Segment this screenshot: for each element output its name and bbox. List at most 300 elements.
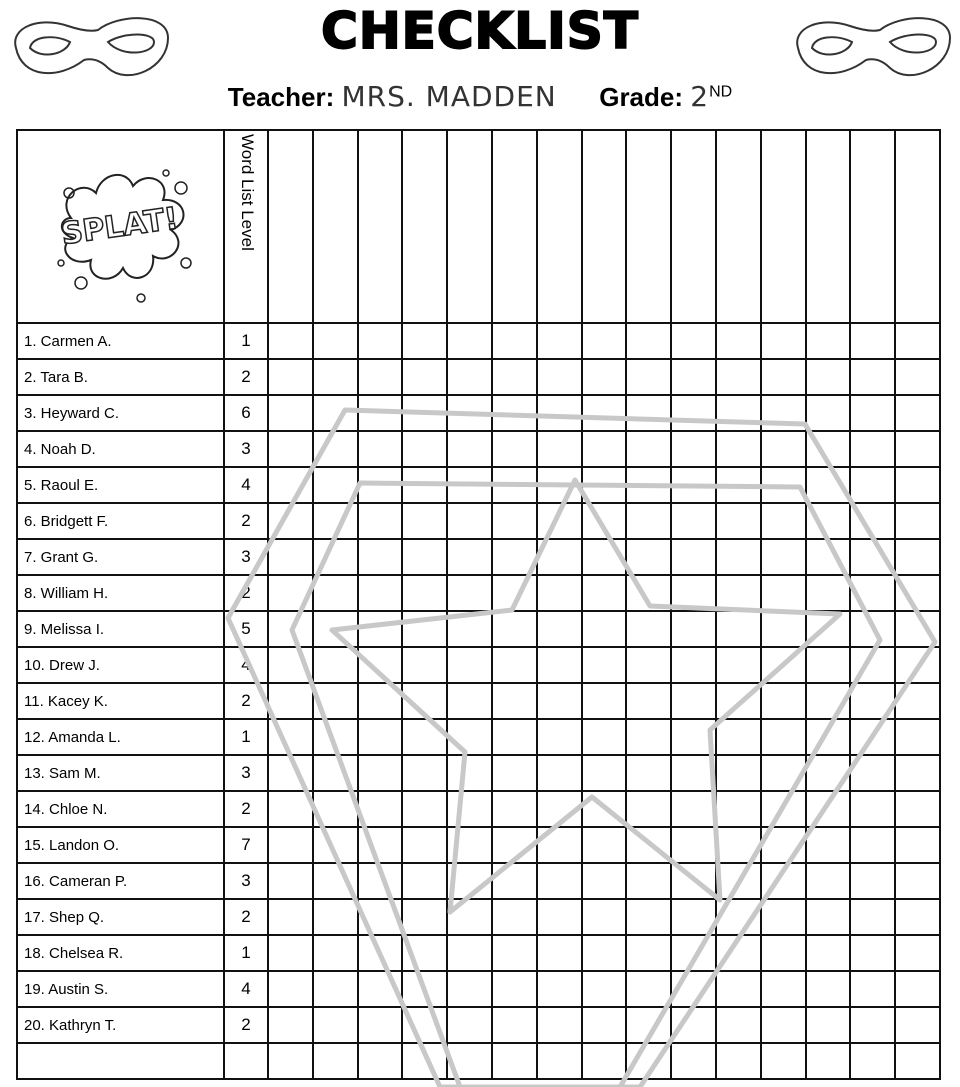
check-cell[interactable] [850, 503, 895, 539]
check-cell[interactable] [671, 863, 716, 899]
check-cell[interactable] [716, 755, 761, 791]
check-cell[interactable] [268, 899, 313, 935]
check-cell[interactable] [358, 971, 403, 1007]
check-column-header[interactable] [626, 130, 671, 323]
check-cell[interactable] [358, 503, 403, 539]
check-cell[interactable] [582, 359, 627, 395]
check-cell[interactable] [671, 611, 716, 647]
check-cell[interactable] [671, 1007, 716, 1043]
check-cell[interactable] [716, 395, 761, 431]
check-cell[interactable] [761, 755, 806, 791]
check-cell[interactable] [358, 755, 403, 791]
check-cell[interactable] [537, 467, 582, 503]
check-cell[interactable] [626, 647, 671, 683]
check-cell[interactable] [716, 503, 761, 539]
check-cell[interactable] [537, 827, 582, 863]
check-cell[interactable] [626, 539, 671, 575]
check-cell[interactable] [895, 611, 940, 647]
check-cell[interactable] [492, 1043, 537, 1079]
check-cell[interactable] [761, 791, 806, 827]
check-cell[interactable] [626, 1043, 671, 1079]
check-cell[interactable] [806, 647, 851, 683]
check-cell[interactable] [358, 359, 403, 395]
check-cell[interactable] [492, 755, 537, 791]
check-cell[interactable] [537, 935, 582, 971]
check-cell[interactable] [626, 971, 671, 1007]
check-cell[interactable] [537, 899, 582, 935]
check-cell[interactable] [626, 827, 671, 863]
check-cell[interactable] [268, 683, 313, 719]
check-cell[interactable] [268, 1043, 313, 1079]
check-cell[interactable] [447, 899, 492, 935]
check-cell[interactable] [895, 827, 940, 863]
check-cell[interactable] [313, 863, 358, 899]
check-cell[interactable] [492, 827, 537, 863]
check-cell[interactable] [626, 719, 671, 755]
check-cell[interactable] [895, 971, 940, 1007]
check-cell[interactable] [671, 359, 716, 395]
check-cell[interactable] [850, 863, 895, 899]
check-cell[interactable] [626, 431, 671, 467]
check-cell[interactable] [671, 467, 716, 503]
check-cell[interactable] [358, 539, 403, 575]
check-cell[interactable] [492, 791, 537, 827]
check-cell[interactable] [671, 683, 716, 719]
check-cell[interactable] [761, 467, 806, 503]
check-column-header[interactable] [492, 130, 537, 323]
check-cell[interactable] [895, 683, 940, 719]
check-cell[interactable] [761, 971, 806, 1007]
check-cell[interactable] [537, 359, 582, 395]
check-cell[interactable] [402, 539, 447, 575]
check-cell[interactable] [850, 647, 895, 683]
check-cell[interactable] [806, 935, 851, 971]
check-cell[interactable] [447, 1007, 492, 1043]
check-cell[interactable] [626, 359, 671, 395]
check-cell[interactable] [447, 539, 492, 575]
check-cell[interactable] [358, 467, 403, 503]
check-cell[interactable] [716, 647, 761, 683]
check-cell[interactable] [716, 971, 761, 1007]
check-cell[interactable] [761, 1043, 806, 1079]
check-cell[interactable] [358, 863, 403, 899]
check-cell[interactable] [402, 395, 447, 431]
check-cell[interactable] [895, 395, 940, 431]
check-cell[interactable] [761, 503, 806, 539]
check-cell[interactable] [447, 827, 492, 863]
check-cell[interactable] [447, 863, 492, 899]
check-cell[interactable] [358, 827, 403, 863]
check-cell[interactable] [268, 323, 313, 359]
check-cell[interactable] [537, 1043, 582, 1079]
check-cell[interactable] [716, 863, 761, 899]
check-cell[interactable] [761, 431, 806, 467]
check-cell[interactable] [268, 719, 313, 755]
check-cell[interactable] [806, 719, 851, 755]
check-column-header[interactable] [358, 130, 403, 323]
check-cell[interactable] [671, 323, 716, 359]
check-cell[interactable] [850, 719, 895, 755]
check-cell[interactable] [806, 323, 851, 359]
check-cell[interactable] [492, 431, 537, 467]
check-cell[interactable] [806, 863, 851, 899]
check-cell[interactable] [537, 575, 582, 611]
check-cell[interactable] [761, 1007, 806, 1043]
check-cell[interactable] [402, 935, 447, 971]
check-cell[interactable] [850, 395, 895, 431]
check-cell[interactable] [492, 683, 537, 719]
check-cell[interactable] [716, 359, 761, 395]
check-cell[interactable] [358, 1043, 403, 1079]
check-cell[interactable] [716, 611, 761, 647]
check-cell[interactable] [313, 611, 358, 647]
check-cell[interactable] [626, 395, 671, 431]
check-cell[interactable] [492, 503, 537, 539]
check-cell[interactable] [313, 683, 358, 719]
check-cell[interactable] [402, 899, 447, 935]
check-cell[interactable] [895, 863, 940, 899]
check-cell[interactable] [447, 755, 492, 791]
check-cell[interactable] [447, 935, 492, 971]
check-cell[interactable] [313, 323, 358, 359]
check-cell[interactable] [806, 395, 851, 431]
check-cell[interactable] [492, 359, 537, 395]
check-cell[interactable] [582, 539, 627, 575]
check-cell[interactable] [806, 971, 851, 1007]
check-column-header[interactable] [313, 130, 358, 323]
check-cell[interactable] [447, 323, 492, 359]
check-cell[interactable] [268, 611, 313, 647]
check-cell[interactable] [447, 1043, 492, 1079]
check-cell[interactable] [626, 935, 671, 971]
check-cell[interactable] [895, 719, 940, 755]
check-cell[interactable] [268, 1007, 313, 1043]
check-cell[interactable] [582, 467, 627, 503]
check-cell[interactable] [313, 791, 358, 827]
check-cell[interactable] [850, 791, 895, 827]
check-cell[interactable] [582, 755, 627, 791]
check-cell[interactable] [537, 647, 582, 683]
check-cell[interactable] [313, 1043, 358, 1079]
check-cell[interactable] [716, 935, 761, 971]
check-cell[interactable] [492, 1007, 537, 1043]
check-cell[interactable] [671, 899, 716, 935]
check-cell[interactable] [537, 683, 582, 719]
check-cell[interactable] [537, 611, 582, 647]
check-cell[interactable] [313, 359, 358, 395]
check-cell[interactable] [761, 611, 806, 647]
check-cell[interactable] [537, 503, 582, 539]
check-cell[interactable] [895, 467, 940, 503]
check-cell[interactable] [582, 395, 627, 431]
check-cell[interactable] [626, 611, 671, 647]
check-cell[interactable] [761, 899, 806, 935]
check-cell[interactable] [537, 395, 582, 431]
check-cell[interactable] [537, 863, 582, 899]
check-cell[interactable] [716, 683, 761, 719]
check-cell[interactable] [671, 1043, 716, 1079]
check-cell[interactable] [716, 899, 761, 935]
check-cell[interactable] [806, 1007, 851, 1043]
check-cell[interactable] [806, 791, 851, 827]
check-cell[interactable] [313, 575, 358, 611]
check-cell[interactable] [537, 791, 582, 827]
check-cell[interactable] [537, 755, 582, 791]
check-cell[interactable] [402, 1043, 447, 1079]
check-cell[interactable] [850, 683, 895, 719]
check-cell[interactable] [268, 359, 313, 395]
check-cell[interactable] [895, 935, 940, 971]
check-cell[interactable] [716, 323, 761, 359]
check-cell[interactable] [671, 503, 716, 539]
check-cell[interactable] [447, 431, 492, 467]
check-cell[interactable] [358, 575, 403, 611]
check-cell[interactable] [895, 1043, 940, 1079]
check-cell[interactable] [402, 575, 447, 611]
check-cell[interactable] [358, 431, 403, 467]
check-cell[interactable] [492, 611, 537, 647]
check-cell[interactable] [850, 755, 895, 791]
check-cell[interactable] [850, 611, 895, 647]
check-cell[interactable] [313, 467, 358, 503]
check-cell[interactable] [626, 791, 671, 827]
check-cell[interactable] [582, 683, 627, 719]
check-cell[interactable] [806, 683, 851, 719]
check-cell[interactable] [268, 827, 313, 863]
check-cell[interactable] [268, 431, 313, 467]
check-cell[interactable] [268, 791, 313, 827]
check-cell[interactable] [716, 431, 761, 467]
check-cell[interactable] [358, 611, 403, 647]
check-cell[interactable] [671, 575, 716, 611]
check-cell[interactable] [761, 647, 806, 683]
check-cell[interactable] [806, 1043, 851, 1079]
check-cell[interactable] [582, 575, 627, 611]
check-cell[interactable] [402, 971, 447, 1007]
check-cell[interactable] [850, 971, 895, 1007]
check-cell[interactable] [850, 1043, 895, 1079]
check-cell[interactable] [402, 647, 447, 683]
check-cell[interactable] [492, 899, 537, 935]
check-cell[interactable] [582, 503, 627, 539]
check-cell[interactable] [850, 935, 895, 971]
check-cell[interactable] [806, 755, 851, 791]
check-cell[interactable] [895, 359, 940, 395]
check-cell[interactable] [402, 755, 447, 791]
check-cell[interactable] [761, 539, 806, 575]
check-cell[interactable] [492, 323, 537, 359]
check-column-header[interactable] [537, 130, 582, 323]
check-cell[interactable] [895, 503, 940, 539]
check-cell[interactable] [313, 503, 358, 539]
check-cell[interactable] [850, 359, 895, 395]
check-cell[interactable] [402, 791, 447, 827]
check-cell[interactable] [716, 1043, 761, 1079]
check-cell[interactable] [268, 935, 313, 971]
check-cell[interactable] [850, 827, 895, 863]
check-cell[interactable] [850, 431, 895, 467]
check-cell[interactable] [671, 431, 716, 467]
check-cell[interactable] [761, 683, 806, 719]
check-cell[interactable] [447, 791, 492, 827]
check-cell[interactable] [537, 539, 582, 575]
check-cell[interactable] [671, 755, 716, 791]
check-cell[interactable] [582, 827, 627, 863]
check-cell[interactable] [313, 827, 358, 863]
check-cell[interactable] [402, 611, 447, 647]
check-cell[interactable] [402, 467, 447, 503]
check-cell[interactable] [626, 575, 671, 611]
check-cell[interactable] [313, 899, 358, 935]
check-cell[interactable] [537, 323, 582, 359]
check-cell[interactable] [671, 719, 716, 755]
check-cell[interactable] [895, 791, 940, 827]
check-cell[interactable] [313, 971, 358, 1007]
check-cell[interactable] [268, 575, 313, 611]
check-column-header[interactable] [268, 130, 313, 323]
check-cell[interactable] [895, 575, 940, 611]
check-cell[interactable] [582, 323, 627, 359]
check-cell[interactable] [671, 827, 716, 863]
check-cell[interactable] [358, 395, 403, 431]
check-cell[interactable] [402, 431, 447, 467]
check-cell[interactable] [492, 467, 537, 503]
check-cell[interactable] [850, 467, 895, 503]
check-cell[interactable] [850, 1007, 895, 1043]
check-cell[interactable] [582, 791, 627, 827]
check-cell[interactable] [850, 539, 895, 575]
check-cell[interactable] [358, 719, 403, 755]
check-cell[interactable] [447, 683, 492, 719]
check-cell[interactable] [492, 647, 537, 683]
check-cell[interactable] [358, 935, 403, 971]
check-cell[interactable] [402, 503, 447, 539]
check-cell[interactable] [268, 467, 313, 503]
check-cell[interactable] [447, 467, 492, 503]
check-cell[interactable] [806, 431, 851, 467]
check-cell[interactable] [850, 323, 895, 359]
check-cell[interactable] [806, 503, 851, 539]
check-cell[interactable] [313, 539, 358, 575]
check-cell[interactable] [716, 827, 761, 863]
check-cell[interactable] [895, 647, 940, 683]
check-cell[interactable] [492, 539, 537, 575]
check-cell[interactable] [313, 935, 358, 971]
check-cell[interactable] [626, 755, 671, 791]
check-cell[interactable] [537, 719, 582, 755]
check-cell[interactable] [447, 611, 492, 647]
check-cell[interactable] [806, 899, 851, 935]
check-cell[interactable] [895, 755, 940, 791]
check-cell[interactable] [492, 971, 537, 1007]
check-cell[interactable] [626, 467, 671, 503]
check-cell[interactable] [313, 395, 358, 431]
check-cell[interactable] [268, 503, 313, 539]
check-cell[interactable] [492, 575, 537, 611]
check-cell[interactable] [358, 683, 403, 719]
check-cell[interactable] [761, 863, 806, 899]
check-cell[interactable] [806, 539, 851, 575]
check-cell[interactable] [582, 1043, 627, 1079]
check-cell[interactable] [582, 935, 627, 971]
check-cell[interactable] [358, 1007, 403, 1043]
check-cell[interactable] [671, 935, 716, 971]
check-cell[interactable] [806, 467, 851, 503]
check-cell[interactable] [671, 395, 716, 431]
check-cell[interactable] [402, 683, 447, 719]
check-cell[interactable] [895, 323, 940, 359]
check-cell[interactable] [492, 719, 537, 755]
check-cell[interactable] [582, 863, 627, 899]
check-cell[interactable] [895, 899, 940, 935]
check-cell[interactable] [582, 719, 627, 755]
check-cell[interactable] [761, 719, 806, 755]
check-cell[interactable] [358, 899, 403, 935]
check-cell[interactable] [268, 971, 313, 1007]
check-cell[interactable] [895, 431, 940, 467]
check-cell[interactable] [537, 971, 582, 1007]
check-cell[interactable] [268, 755, 313, 791]
check-cell[interactable] [358, 791, 403, 827]
check-cell[interactable] [761, 935, 806, 971]
check-cell[interactable] [761, 827, 806, 863]
check-cell[interactable] [313, 431, 358, 467]
check-cell[interactable] [492, 863, 537, 899]
check-cell[interactable] [850, 899, 895, 935]
check-column-header[interactable] [447, 130, 492, 323]
check-column-header[interactable] [895, 130, 940, 323]
check-column-header[interactable] [806, 130, 851, 323]
check-cell[interactable] [626, 899, 671, 935]
check-cell[interactable] [626, 683, 671, 719]
check-column-header[interactable] [761, 130, 806, 323]
check-cell[interactable] [447, 719, 492, 755]
check-column-header[interactable] [582, 130, 627, 323]
check-cell[interactable] [402, 1007, 447, 1043]
check-cell[interactable] [671, 647, 716, 683]
check-cell[interactable] [806, 611, 851, 647]
check-cell[interactable] [358, 647, 403, 683]
check-cell[interactable] [313, 755, 358, 791]
check-cell[interactable] [268, 539, 313, 575]
check-column-header[interactable] [671, 130, 716, 323]
check-cell[interactable] [402, 827, 447, 863]
check-cell[interactable] [716, 1007, 761, 1043]
check-cell[interactable] [313, 647, 358, 683]
check-cell[interactable] [716, 467, 761, 503]
check-cell[interactable] [626, 503, 671, 539]
check-cell[interactable] [582, 899, 627, 935]
check-cell[interactable] [402, 863, 447, 899]
check-cell[interactable] [447, 647, 492, 683]
check-column-header[interactable] [850, 130, 895, 323]
check-cell[interactable] [447, 359, 492, 395]
check-cell[interactable] [582, 647, 627, 683]
check-cell[interactable] [492, 395, 537, 431]
check-cell[interactable] [626, 323, 671, 359]
check-cell[interactable] [671, 791, 716, 827]
check-cell[interactable] [895, 539, 940, 575]
check-cell[interactable] [806, 575, 851, 611]
check-cell[interactable] [492, 935, 537, 971]
check-cell[interactable] [716, 539, 761, 575]
check-cell[interactable] [268, 647, 313, 683]
check-cell[interactable] [582, 971, 627, 1007]
check-cell[interactable] [537, 431, 582, 467]
check-cell[interactable] [402, 323, 447, 359]
check-cell[interactable] [895, 1007, 940, 1043]
check-column-header[interactable] [402, 130, 447, 323]
